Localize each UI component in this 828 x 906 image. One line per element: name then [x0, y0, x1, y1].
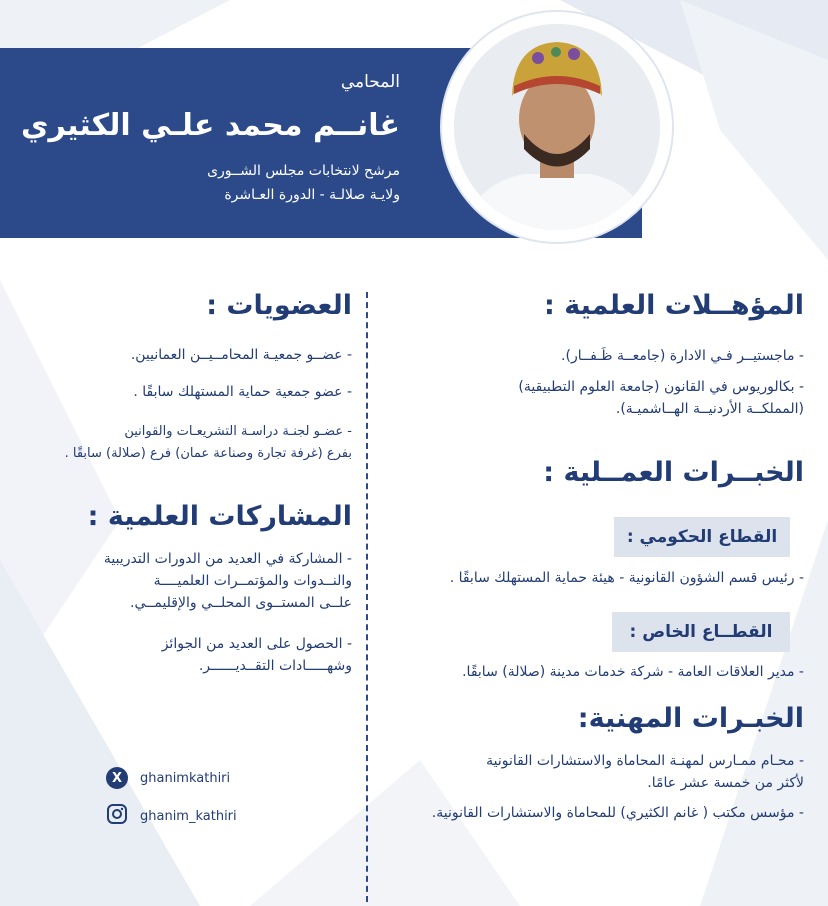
private-experience-item: - مدير العلاقات العامة - شركة خدمات مدينة (صلالة) سابقًا.: [462, 664, 804, 680]
private-sector-label: القطــاع الخاص :: [612, 612, 790, 652]
column-divider: [366, 292, 368, 902]
qualifications-heading: المؤهــلات العلمية :: [544, 290, 804, 321]
x-social-link[interactable]: [106, 767, 230, 789]
candidate-name: غانــم محمد علـي الكثيري: [20, 108, 400, 143]
government-experience-item: - رئيس قسم الشؤون القانونية - هيئة حماية المستهلك سابقًا .: [449, 570, 804, 586]
candidate-photo: [454, 24, 660, 230]
participation-item: - الحصول على العديد من الجوائز وشهـــــادات التقــديــــــر.: [161, 636, 352, 674]
instagram-icon: [106, 803, 128, 829]
memberships-heading: العضويات :: [206, 290, 352, 321]
participation-item: - المشاركة في العديد من الدورات التدريبية والنــدوات والمؤتمــرات العلميــــة علــى المستــوى المحلــي والإقليمــي.: [103, 551, 352, 611]
constituency-line: ولايـة صلالـة - الدورة العـاشرة: [224, 187, 400, 203]
membership-item: - عضـو لجنـة دراسـة التشريعـات والقوانين بفرع (غرفة تجارة وصناعة عمان) فرع (صلالة) سابقًا .: [64, 424, 352, 461]
participations-heading: المشاركات العلمية :: [87, 501, 352, 532]
professional-item: - محـام ممـارس لمهنـة المحاماة والاستشارات القانونية لأكثر من خمسة عشر عامًا.: [486, 753, 804, 791]
government-sector-label: القطاع الحكومي :: [614, 517, 790, 557]
candidacy-line: مرشح لانتخابات مجلس الشــورى: [207, 163, 400, 179]
instagram-social-link[interactable]: [106, 803, 237, 829]
membership-item: - عضــو جمعيـة المحامــيــن العمانيين.: [130, 347, 352, 363]
x-handle: ghanimkathiri: [140, 770, 231, 786]
qualification-item: - ماجستيــر فـي الادارة (جامعــة ظَـفــار).: [561, 348, 804, 364]
professional-experience-heading: الخبـرات المهنية:: [577, 703, 804, 734]
professional-item: - مؤسس مكتب ( غانم الكثيري) للمحاماة والاستشارات القانونية.: [431, 805, 804, 821]
header-title: المحامي: [340, 72, 400, 92]
membership-item: - عضو جمعية حماية المستهلك سابقًا .: [133, 384, 352, 400]
qualification-item: - بكالوريوس في القانون (جامعة العلوم التطبيقية) (المملكــة الأردنيــة الهــاشميـة).: [518, 379, 804, 417]
instagram-handle: ghanim_kathiri: [140, 808, 237, 824]
x-icon: X: [106, 767, 128, 789]
practical-experience-heading: الخبــرات العمــلية :: [543, 457, 804, 488]
